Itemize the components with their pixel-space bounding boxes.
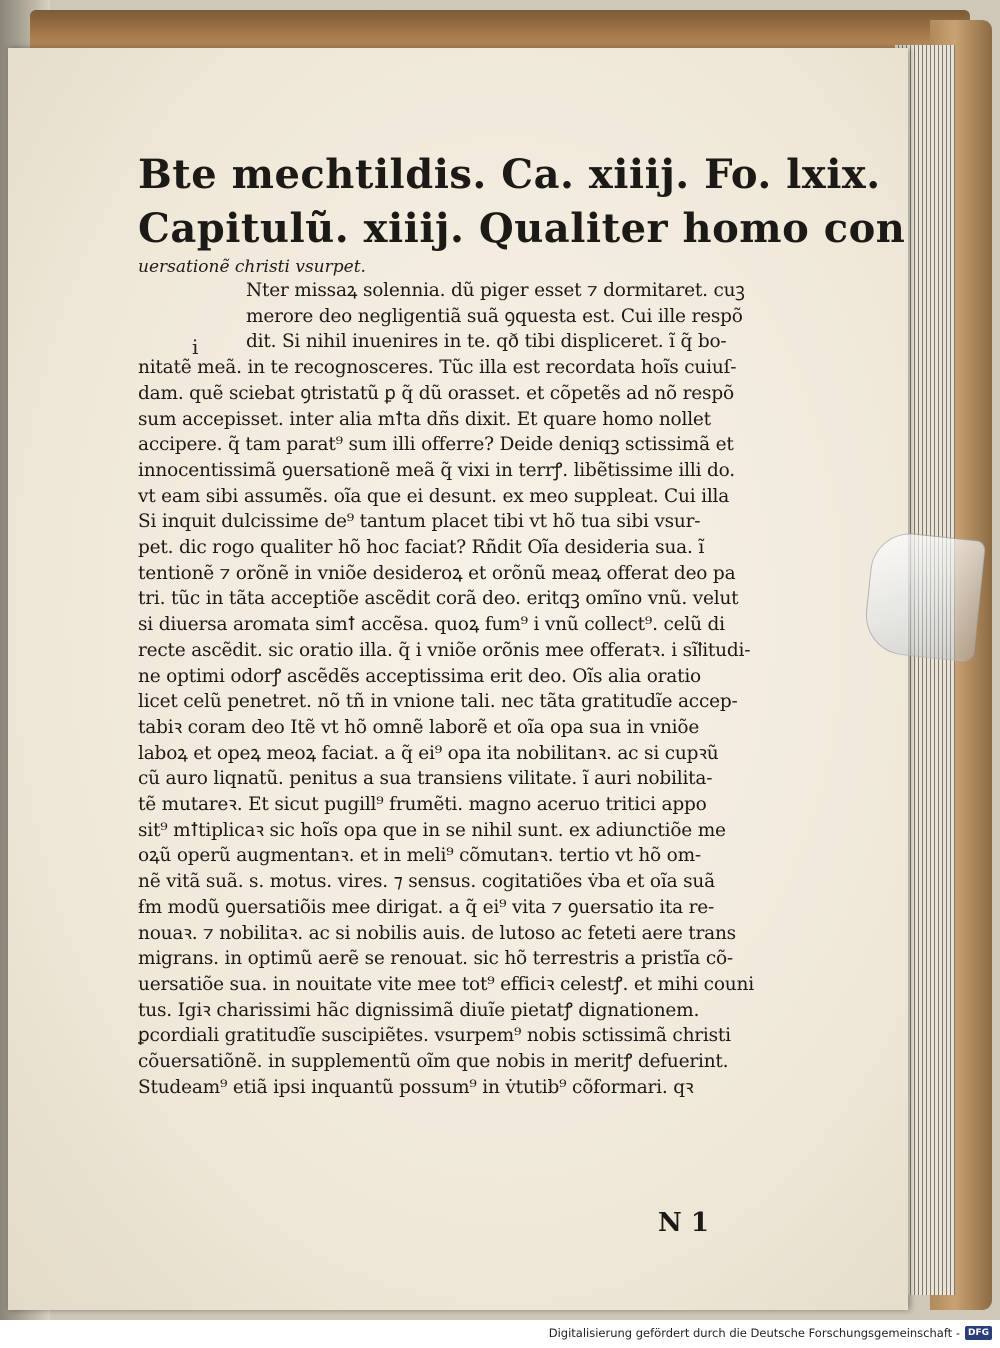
- text-line: Nter missaꝝ solennia. dũ piger esset ⁊ dormitaret. cuꝫ: [246, 280, 745, 301]
- body-text: [138, 278, 778, 1101]
- text-line: migrans. in optimũ aerẽ se renouat. sic hõ terrestris a pristĩa cõ-: [138, 948, 733, 970]
- book-page: [8, 48, 908, 1310]
- text-line: Si inquit dulcissime de⁹ tantum placet tibi vt hõ tua sibi vsur-: [138, 511, 701, 533]
- text-line: nẽ vitã suã. s. motus. vires. ⁊ sensus. cogitatiões v̇ba et oĩa suã: [138, 871, 715, 893]
- plastic-bookmark: [862, 529, 986, 662]
- text-line: tri. tũc in tãta acceptiõe ascẽdit corã deo. eritqꝫ omĩno vnũ. velut: [138, 588, 739, 610]
- text-line: tentionẽ ⁊ orõnẽ in vniõe desideroꝝ et orõnũ meaꝝ offerat deo pa: [138, 562, 736, 584]
- text-line: dam. quẽ sciebat ꝯtristatũ ꝑ q̃ dũ orasset. et cõpetẽs ad nõ respõ: [138, 382, 734, 404]
- footer-bar: [0, 1320, 1000, 1348]
- text-line: laboꝝ et opeꝝ meoꝝ faciat. a q̃ ei⁹ opa ita nobilitanꝛ. ac si cupꝛũ: [138, 742, 719, 764]
- text-line: ne optimi odorꝭ ascẽdẽs acceptissima erit deo. Oĩs alia oratio: [138, 665, 701, 687]
- text-line: tẽ mutareꝛ. Et sicut pugill⁹ frumẽti. magno aceruo tritici appo: [138, 794, 707, 816]
- text-line: pet. dic rogo qualiter hõ hoc faciat? Rñdit Oĩa desideria sua. ĩ: [138, 537, 705, 559]
- text-line: tus. Igiꝛ charissimi hãc dignissimã diuĩe pietatꝭ dignationem.: [138, 999, 700, 1021]
- text-block: [138, 148, 906, 1101]
- text-line: cõuersatiõnẽ. in supplementũ oĩm que nobis in meritꝭ defuerint.: [138, 1051, 729, 1073]
- text-line: innocentissimã ꝯuersationẽ meã q̃ vixi in terrꝭ. libẽtissime illi do.: [138, 459, 735, 481]
- text-line: tabiꝛ coram deo Itẽ vt hõ omnẽ laborẽ et oĩa opa sua in vniõe: [138, 716, 700, 738]
- text-line: vt eam sibi assumẽs. oĩa que ei desunt. ex meo suppleat. Cui illa: [138, 485, 730, 507]
- text-line: licet celũ penetret. nõ tñ in vnione tali. nec tãta gratitudĩe accep-: [138, 691, 738, 713]
- chapter-title-continued: uersationẽ christi vsurpet.: [138, 257, 366, 277]
- text-line: Studeam⁹ etiã ipsi inquantũ possum⁹ in v̇tutib⁹ cõformari. qꝛ: [138, 1076, 694, 1098]
- text-line: oꝝũ operũ augmentanꝛ. et in meli⁹ cõmutanꝛ. tertio vt hõ om-: [138, 845, 701, 867]
- text-line: ꝑcordiali gratitudĩe suscipiẽtes. vsurpem⁹ nobis sctissimã christi: [138, 1025, 731, 1047]
- text-line: si diuersa aromata simꝉ accẽsa. quoꝝ fum⁹ i vnũ collect⁹. celũ di: [138, 614, 725, 636]
- text-line: cũ auro liqnatũ. penitus a sua transiens vilitate. ĩ auri nobilita-: [138, 768, 713, 790]
- text-line: ẜm modũ ꝯuersatiõis mee dirigat. a q̃ ei⁹ vita ⁊ ꝯuersatio ita re-: [138, 896, 715, 918]
- text-line: recte ascẽdit. sic oratio illa. q̃ i vniõe orõnis mee offeratꝛ. i sĩꝉitudi-: [138, 639, 751, 661]
- text-line: nitatẽ meã. in te recognosceres. Tũc illa est recordata hoĩs cuiuſ-: [138, 357, 737, 379]
- text-line: merore deo negligentiã suã ꝯquesta est. Cui ille respõ: [246, 305, 743, 327]
- text-line: sum accepisset. inter alia mꝉta dñs dixit. Et quare homo nollet: [138, 408, 711, 430]
- chapter-title: Capitulũ. xiiij. Qualiter homo con: [138, 205, 906, 252]
- text-line: sit⁹ mꝉtiplicaꝛ sic hoĩs opa que in se nihil sunt. ex adiunctiõe me: [138, 819, 726, 841]
- text-line: uersatiõe sua. in nouitate vite mee tot⁹ efficiꝛ celestꝭ. et mihi couni: [138, 973, 754, 995]
- guide-letter: i: [192, 335, 199, 359]
- running-head: Bte mechtildis. Ca. xiiij. Fo. lxix.: [138, 151, 881, 198]
- funding-credit: Digitalisierung gefördert durch die Deutsche Forschungsgemeinschaft -: [548, 1326, 960, 1340]
- text-line: dit. Si nihil inuenires in te. qð tibi displiceret. ĩ q̃ bo-: [246, 331, 727, 353]
- text-line: accipere. q̃ tam parat⁹ sum illi offerre? Deide deniqꝫ sctissimã et: [138, 434, 734, 456]
- text-line: nouaꝛ. ⁊ nobilitaꝛ. ac si nobilis auis. de lutoso ac feteti aere trans: [138, 922, 736, 944]
- dfg-logo: DFG: [965, 1326, 992, 1340]
- signature-mark: N 1: [658, 1208, 709, 1238]
